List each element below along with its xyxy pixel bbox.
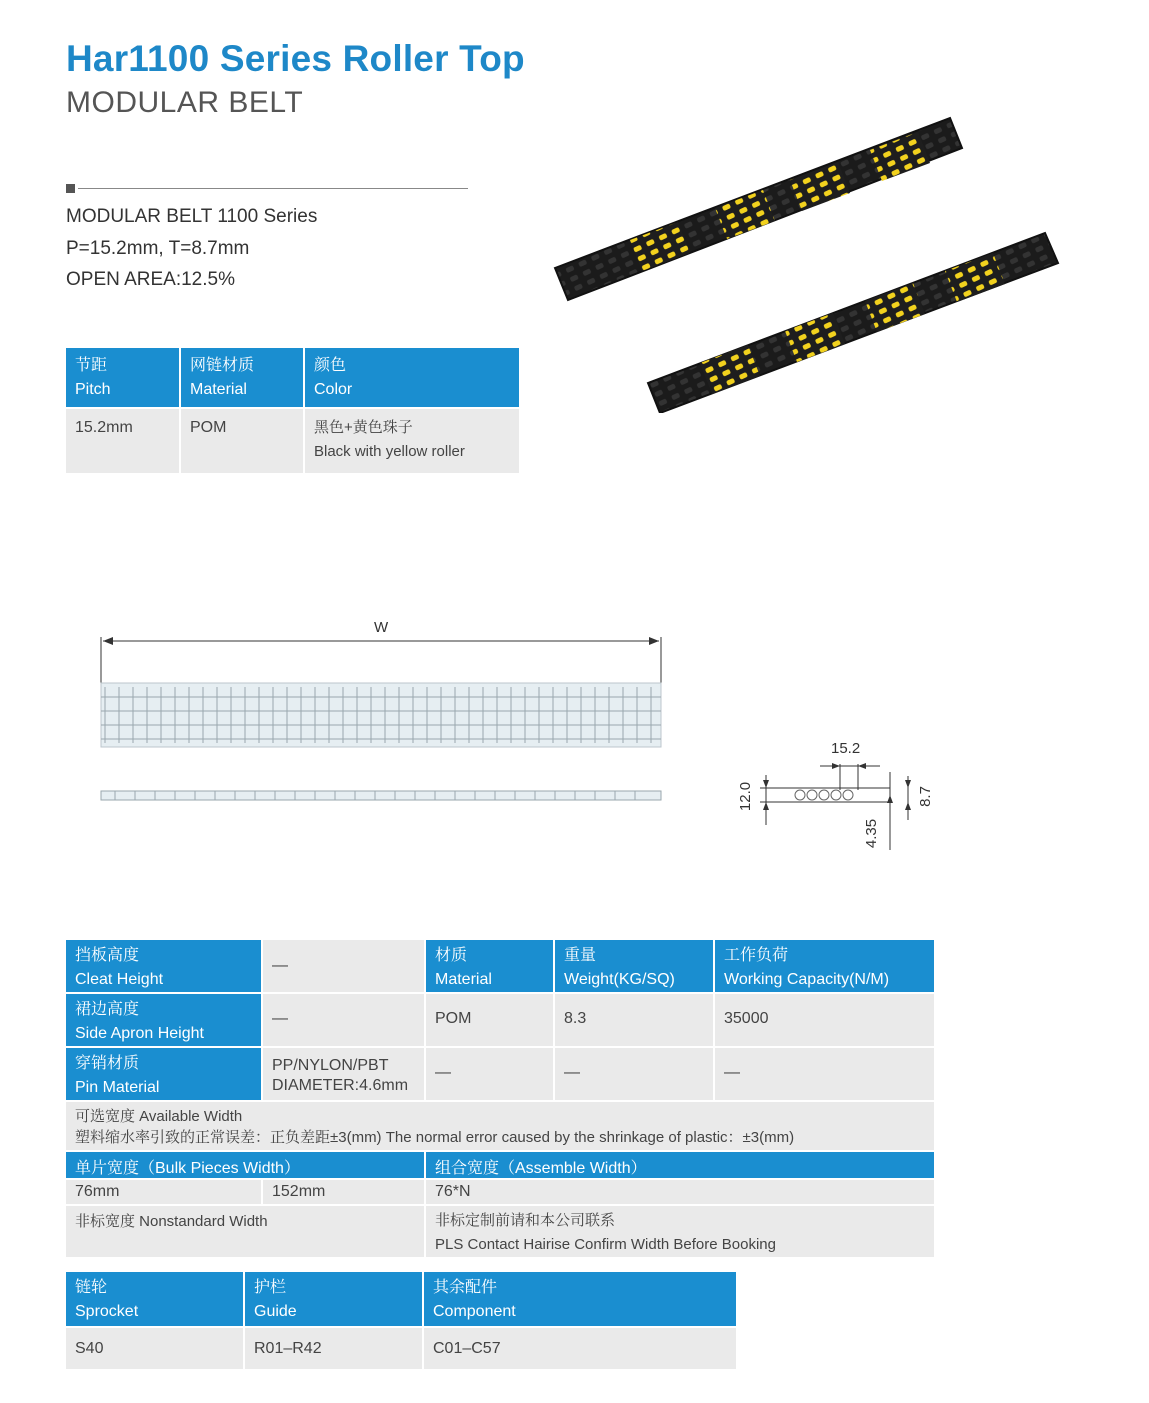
value-nonstandard-width: 非标定制前请和本公司联系 PLS Contact Hairise Confirm Width Before Booking [425,1205,934,1257]
dim-thickness: 8.7 [916,786,934,807]
value-guide: R01–R42 [244,1327,423,1369]
spec-pitch-thickness: P=15.2mm, T=8.7mm [66,238,250,259]
spec-open-area: OPEN AREA:12.5% [66,269,235,290]
header-bulk-width: 单片宽度（Bulk Pieces Width） [66,1151,425,1179]
cell-material: POM [180,408,304,473]
value-bulk-width-1: 76mm [66,1179,262,1205]
dim-height: 12.0 [737,781,755,812]
header-guide: 护栏 Guide [244,1272,423,1327]
header-working-capacity: 工作负荷 Working Capacity(N/M) [714,940,934,993]
cell-color: 黑色+黄色珠子 Black with yellow roller [304,408,519,473]
header-color: 颜色 Color [304,348,519,408]
profile-dimension-drawing [740,740,940,860]
dim-pitch: 15.2 [831,740,861,757]
label-pin-material: 穿销材质 Pin Material [66,1047,262,1101]
header-material: 网链材质 Material [180,348,304,408]
value-pin-col-material: — [425,1047,554,1101]
properties-table [66,940,934,1257]
spec-series: MODULAR BELT 1100 Series [66,206,318,227]
available-width-note: 可选宽度 Available Width 塑料缩水率引致的正常误差：正负差距±3(mm) The normal error caused by the shrinkage of plastic：±3(mm) [66,1101,934,1151]
value-sprocket: S40 [66,1327,244,1369]
value-assemble-width: 76*N [425,1179,934,1205]
header-weight: 重量 Weight(KG/SQ) [554,940,714,993]
belt-technical-drawing [95,615,670,815]
header-assemble-width: 组合宽度（Assemble Width） [425,1151,934,1179]
value-working-capacity: 35000 [714,993,934,1047]
value-pin-col-capacity: — [714,1047,934,1101]
value-pin-material: PP/NYLON/PBT DIAMETER:4.6mm [262,1047,425,1101]
value-weight: 8.3 [554,993,714,1047]
value-pin-col-weight: — [554,1047,714,1101]
spec-table [66,348,519,473]
header-component: 其余配件 Component [423,1272,736,1327]
cell-pitch: 15.2mm [66,408,180,473]
label-side-apron-height: 裙边高度 Side Apron Height [66,993,262,1047]
header-sprocket: 链轮 Sprocket [66,1272,244,1327]
value-material: POM [425,993,554,1047]
value-side-apron-height: — [262,993,425,1047]
accessories-table [66,1272,736,1369]
belt-upper [555,118,962,300]
section-marker [66,184,75,193]
page-title: Har1100 Series Roller Top [66,38,525,79]
product-image [550,108,1070,413]
dim-center: 4.35 [863,818,881,849]
label-nonstandard-width: 非标宽度 Nonstandard Width [66,1205,425,1257]
value-component: C01–C57 [423,1327,736,1369]
page-subtitle: MODULAR BELT [66,86,304,119]
header-material: 材质 Material [425,940,554,993]
label-cleat-height: 挡板高度 Cleat Height [66,940,262,993]
header-pitch: 节距 Pitch [66,348,180,408]
value-bulk-width-2: 152mm [262,1179,425,1205]
section-divider [78,188,468,189]
value-cleat-height: — [262,940,425,993]
width-label: W [374,619,389,636]
belt-lower [648,233,1058,413]
